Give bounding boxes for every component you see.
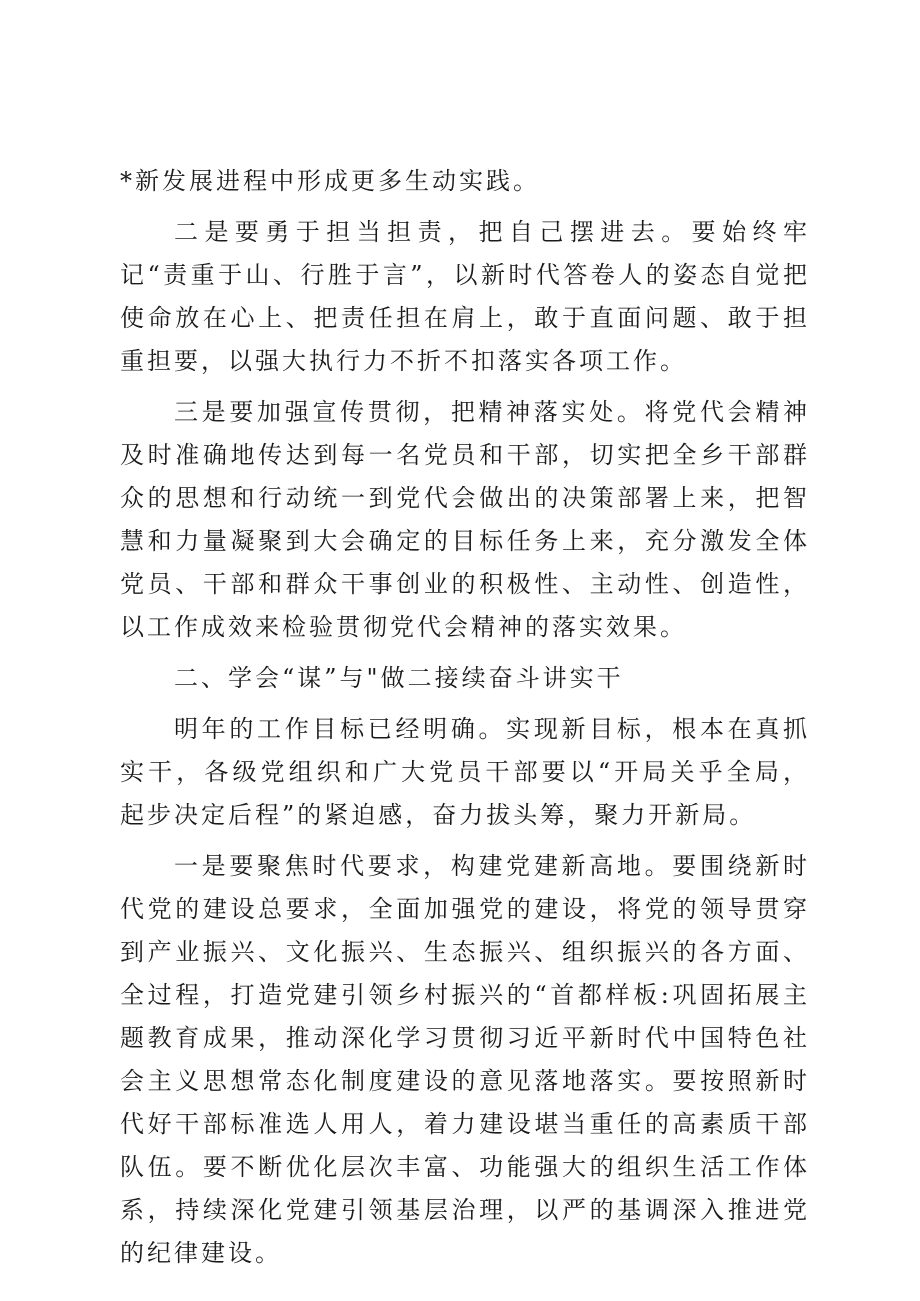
paragraph-responsibility: 二是要勇于担当担责，把自己摆进去。要始终牢记“责重于山、行胜于言”，以新时代答卷人的姿态自觉把使命放在心上、把责任担在肩上，敢于直面问题、敢于担重担要，以强大执行力不折不扣落实各项工作。 xyxy=(120,218,810,375)
section-heading: 二、学会“谋”与"做二接续奋斗讲实干 xyxy=(174,664,624,692)
paragraph-publicity: 三是要加强宣传贯彻，把精神落实处。将党代会精神及时准确地传达到每一名党员和干部，切实把全乡干部群众的思想和行动统一到党代会做出的决策部署上来，把智慧和力量凝聚到大会确定的目标任务上来，充分激发全体党员、干部和群众干事创业的积极性、主动性、创造性，以工作成效来检验贯彻党代会精神的落实效果。 xyxy=(120,398,810,641)
paragraph-party-building: 一是要聚焦时代要求，构建党建新高地。要围绕新时代党的建设总要求，全面加强党的建设，将党的领导贯穿到产业振兴、文化振兴、生态振兴、组织振兴的各方面、全过程，打造党建引领乡村振兴的“首都样板:巩固拓展主题教育成果，推动深化学习贯彻习近平新时代中国特色社会主义思想常态化制度建设的意见落地落实。要按照新时代好干部标准选人用人，着力建设堪当重任的高素质干部队伍。要不断优化层次丰富、功能强大的组织生活工作体系，持续深化党建引领基层治理，以严的基调深入推进党的纪律建设。 xyxy=(120,852,810,1267)
paragraph-continuation: *新发展进程中形成更多生动实践。 xyxy=(120,167,540,195)
paragraph-goals: 明年的工作目标已经明确。实现新目标，根本在真抓实干，各级党组织和广大党员干部要以“开局关乎全局，起步决定后程”的紧迫感，奋力拔头筹，聚力开新局。 xyxy=(120,715,810,829)
document-body xyxy=(120,160,810,1283)
